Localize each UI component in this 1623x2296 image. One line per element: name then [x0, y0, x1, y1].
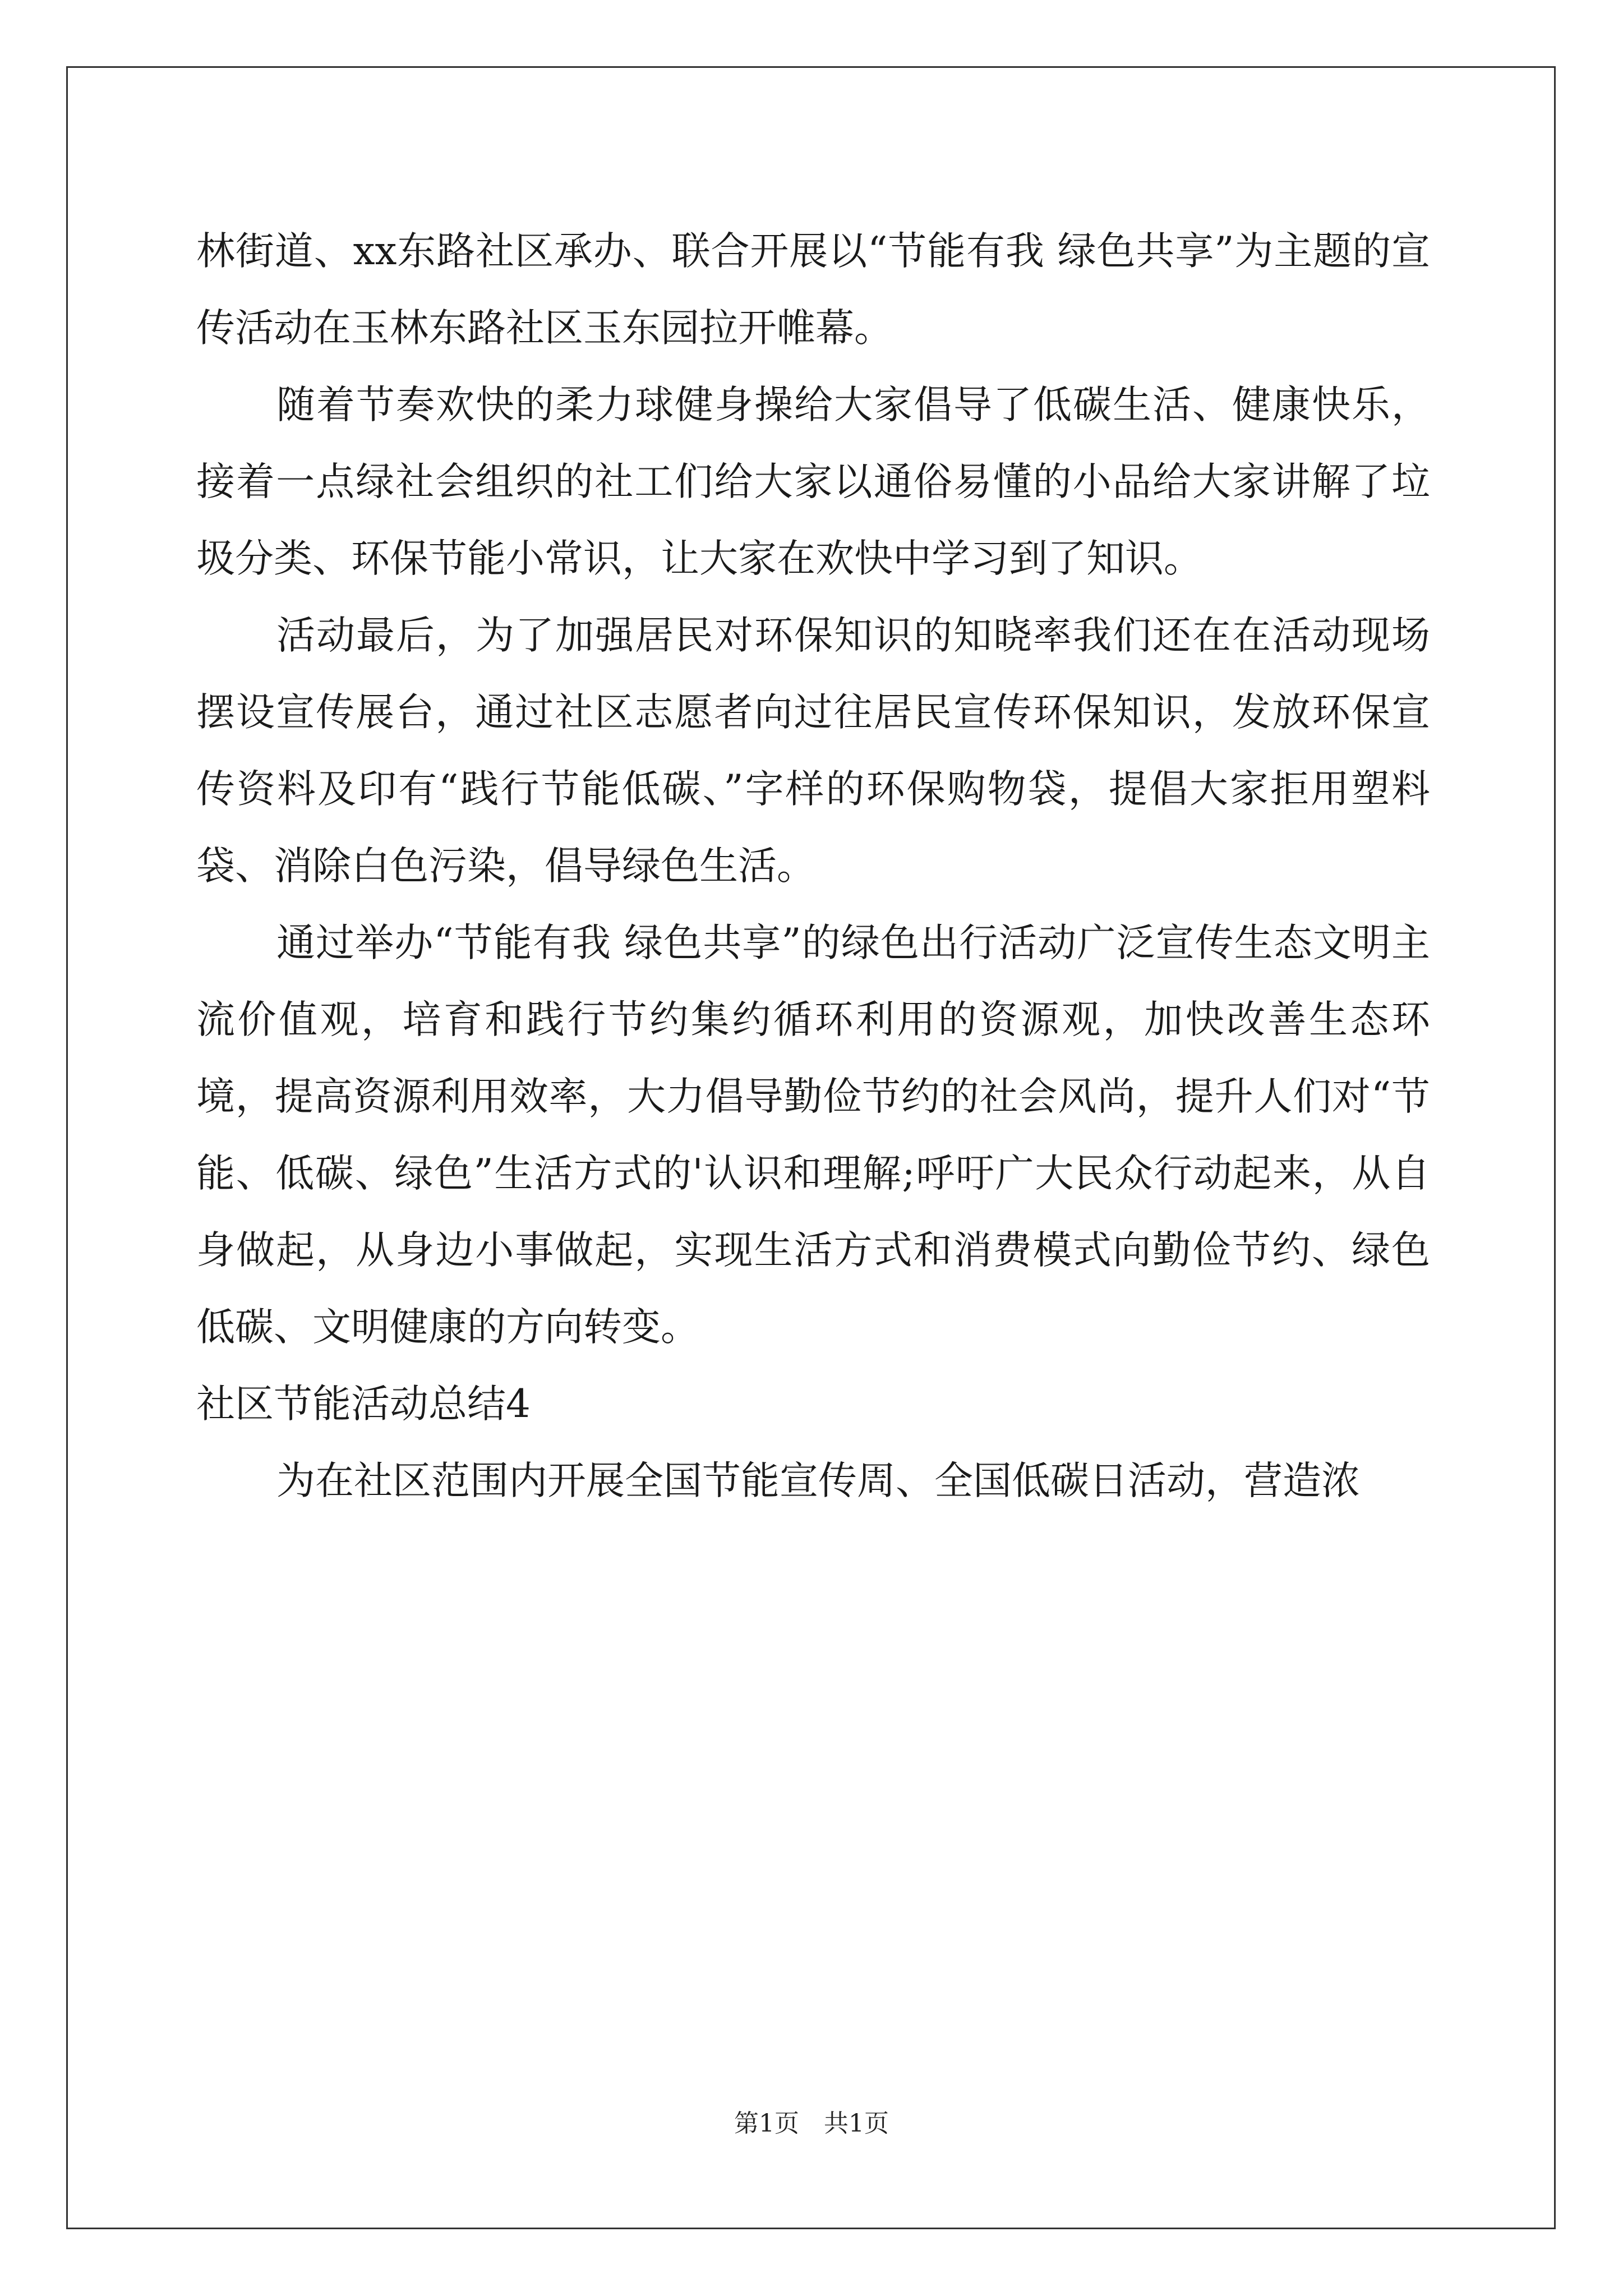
paragraph-2: 随着节奏欢快的柔力球健身操给大家倡导了低碳生活、健康快乐，接着一点绿社会组织的社工们给大家以通俗易懂的小品给大家讲解了垃圾分类、环保节能小常识，让大家在欢快中学习到了知识。	[196, 383, 1430, 581]
paragraph-3: 活动最后，为了加强居民对环保知识的知晓率我们还在在活动现场摆设宣传展台，通过社区志愿者向过往居民宣传环保知识，发放环保宣传资料及印有“践行节能低碳、”字样的环保购物袋，提倡大家拒用塑料袋、消除白色污染，倡导绿色生活。	[196, 613, 1430, 889]
section-heading: 社区节能活动总结4	[196, 1382, 531, 1427]
paragraph-4: 通过举办“节能有我 绿色共享”的绿色出行活动广泛宣传生态文明主流价值观，培育和践行节约集约循环利用的资源观，加快改善生态环境，提高资源利用效率，大力倡导勤俭节约的社会风尚，提升人们对“节能、低碳、绿色”生活方式的'认识和理解;呼吁广大民众行动起来，从自身做起，从身边小事做起，实现生活方式和消费模式向勤俭节约、绿色低碳、文明健康的方向转变。	[196, 921, 1430, 1350]
page-footer: 第1页 共1页	[734, 2109, 889, 2138]
paragraph-5: 为在社区范围内开展全国节能宣传周、全国低碳日活动，营造浓	[276, 1458, 1360, 1503]
paragraph-1: 林街道、xx东路社区承办、联合开展以“节能有我 绿色共享”为主题的宣传活动在玉林东路社区玉东园拉开帷幕。	[196, 229, 1430, 351]
document-body	[196, 213, 1430, 1520]
